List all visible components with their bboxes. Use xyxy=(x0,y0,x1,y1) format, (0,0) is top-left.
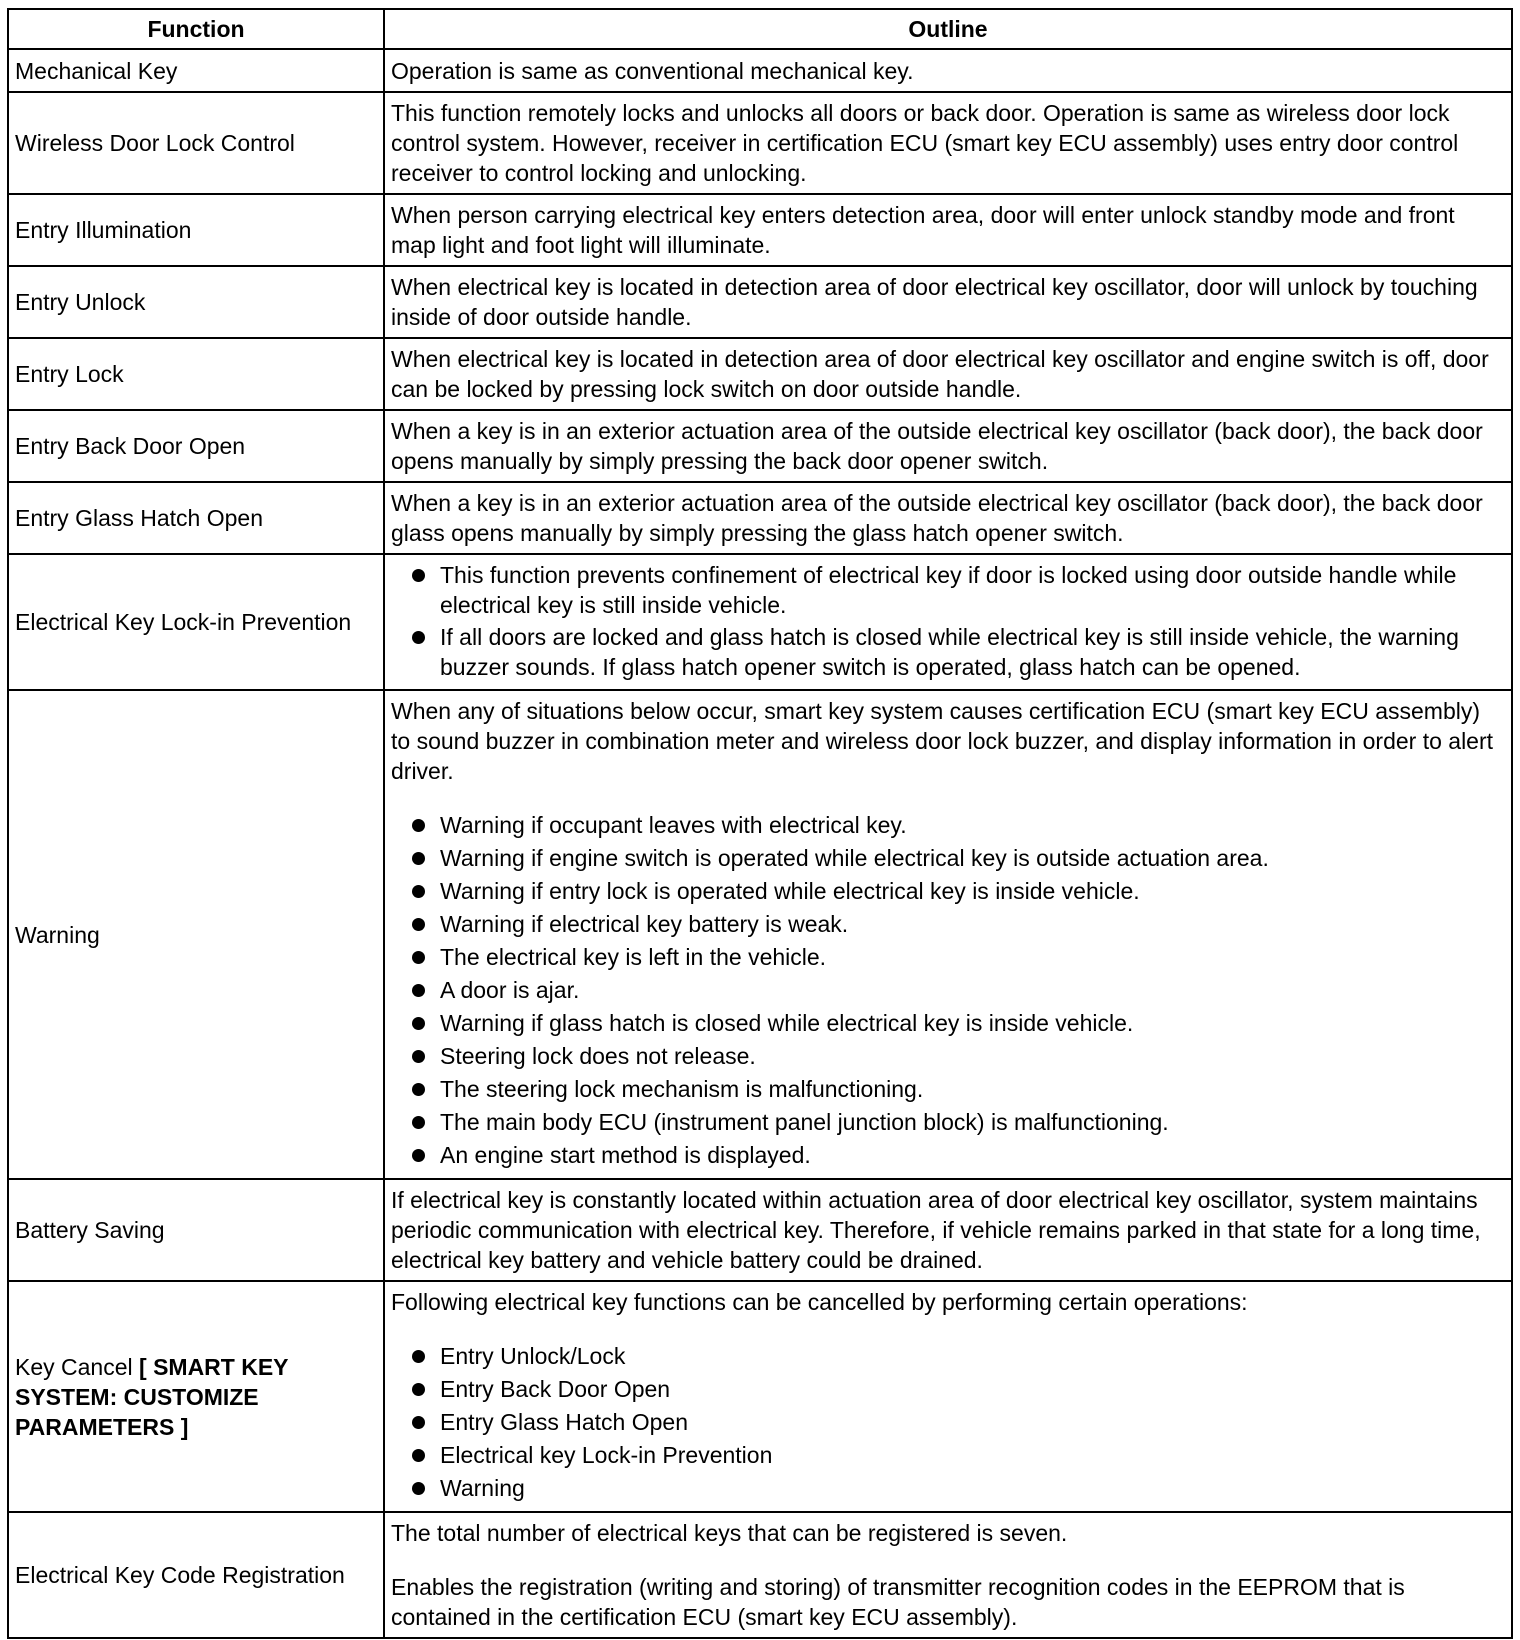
table-row xyxy=(8,49,1512,92)
list-item: Warning if electrical key battery is weak. xyxy=(391,909,1505,939)
outline-cell: When a key is in an exterior actuation area of the outside electrical key oscillator (back door), the back door glass opens manually by simply pressing the glass hatch opener switch. xyxy=(384,482,1512,554)
list-item: The main body ECU (instrument panel junction block) is malfunctioning. xyxy=(391,1107,1505,1137)
registration-para-1: The total number of electrical keys that can be registered is seven. xyxy=(391,1520,1068,1546)
function-outline-table xyxy=(7,8,1513,1639)
outline-cell xyxy=(384,1512,1512,1638)
list-item: An engine start method is displayed. xyxy=(391,1140,1505,1170)
table-row xyxy=(8,266,1512,338)
list-item: Warning xyxy=(391,1473,1505,1503)
outline-cell xyxy=(384,690,1512,1179)
bullet-list xyxy=(391,1341,1505,1503)
table-row xyxy=(8,410,1512,482)
list-item: Entry Unlock/Lock xyxy=(391,1341,1505,1371)
list-item: This function prevents confinement of electrical key if door is locked using door outside handle while electrical key is still inside vehicle. xyxy=(391,560,1505,620)
list-item: The steering lock mechanism is malfunctioning. xyxy=(391,1074,1505,1104)
function-cell: Electrical Key Lock-in Prevention xyxy=(8,554,384,690)
list-item: The electrical key is left in the vehicle. xyxy=(391,942,1505,972)
table-row xyxy=(8,92,1512,194)
outline-cell xyxy=(384,1281,1512,1512)
function-cell: Entry Lock xyxy=(8,338,384,410)
function-cell: Warning xyxy=(8,690,384,1179)
function-cell: Battery Saving xyxy=(8,1179,384,1281)
function-cell: Entry Back Door Open xyxy=(8,410,384,482)
key-cancel-label: Key Cancel xyxy=(15,1353,140,1380)
list-item: A door is ajar. xyxy=(391,975,1505,1005)
list-item: Entry Back Door Open xyxy=(391,1374,1505,1404)
table-row xyxy=(8,1179,1512,1281)
function-cell: Entry Glass Hatch Open xyxy=(8,482,384,554)
outline-cell: This function remotely locks and unlocks all doors or back door. Operation is same as wireless door lock control system. However, receiver in certification ECU (smart key ECU assembly) uses entry door control receiver to control locking and unlocking. xyxy=(384,92,1512,194)
table-row xyxy=(8,194,1512,266)
function-cell: Electrical Key Code Registration xyxy=(8,1512,384,1638)
table-row xyxy=(8,1512,1512,1638)
outline-cell: When a key is in an exterior actuation area of the outside electrical key oscillator (back door), the back door opens manually by simply pressing the back door opener switch. xyxy=(384,410,1512,482)
outline-cell: When electrical key is located in detection area of door electrical key oscillator, door will unlock by touching inside of door outside handle. xyxy=(384,266,1512,338)
table-row xyxy=(8,482,1512,554)
list-item: Warning if glass hatch is closed while electrical key is inside vehicle. xyxy=(391,1008,1505,1038)
function-cell: Entry Unlock xyxy=(8,266,384,338)
table-row xyxy=(8,1281,1512,1512)
bullet-list xyxy=(391,810,1505,1170)
function-cell: Wireless Door Lock Control xyxy=(8,92,384,194)
function-cell xyxy=(8,1281,384,1512)
list-item: Entry Glass Hatch Open xyxy=(391,1407,1505,1437)
outline-cell xyxy=(384,554,1512,690)
list-item: If all doors are locked and glass hatch is closed while electrical key is still inside vehicle, the warning buzzer sounds. If glass hatch opener switch is operated, glass hatch can be opened. xyxy=(391,622,1505,682)
key-cancel-intro: Following electrical key functions can be cancelled by performing certain operations: xyxy=(391,1289,1248,1315)
outline-column-header: Outline xyxy=(384,9,1512,49)
outline-cell: If electrical key is constantly located within actuation area of door electrical key oscillator, system maintains periodic communication with electrical key. Therefore, if vehicle remains parked in that state for a long time, electrical key battery and vehicle battery could be drained. xyxy=(384,1179,1512,1281)
table-row xyxy=(8,690,1512,1179)
bullet-list xyxy=(391,560,1505,682)
warning-intro: When any of situations below occur, smart key system causes certification ECU (smart key ECU assembly) to sound buzzer in combination meter and wireless door lock buzzer, and display information in order to alert driver. xyxy=(391,698,1494,784)
customize-parameters-link[interactable]: [ SMART KEY SYSTEM: CUSTOMIZE PARAMETERS ] xyxy=(15,1353,289,1440)
function-column-header: Function xyxy=(8,9,384,49)
outline-cell: When electrical key is located in detection area of door electrical key oscillator and engine switch is off, door can be locked by pressing lock switch on door outside handle. xyxy=(384,338,1512,410)
registration-para-2: Enables the registration (writing and storing) of transmitter recognition codes in the EEPROM that is contained in the certification ECU (smart key ECU assembly). xyxy=(391,1574,1405,1630)
list-item: Steering lock does not release. xyxy=(391,1041,1505,1071)
list-item: Warning if engine switch is operated while electrical key is outside actuation area. xyxy=(391,843,1505,873)
table-row xyxy=(8,338,1512,410)
function-cell: Mechanical Key xyxy=(8,49,384,92)
table-header-row xyxy=(8,9,1512,49)
outline-cell: When person carrying electrical key enters detection area, door will enter unlock standby mode and front map light and foot light will illuminate. xyxy=(384,194,1512,266)
function-cell: Entry Illumination xyxy=(8,194,384,266)
table-row xyxy=(8,554,1512,690)
list-item: Warning if occupant leaves with electrical key. xyxy=(391,810,1505,840)
list-item: Warning if entry lock is operated while electrical key is inside vehicle. xyxy=(391,876,1505,906)
outline-cell: Operation is same as conventional mechanical key. xyxy=(384,49,1512,92)
list-item: Electrical key Lock-in Prevention xyxy=(391,1440,1505,1470)
